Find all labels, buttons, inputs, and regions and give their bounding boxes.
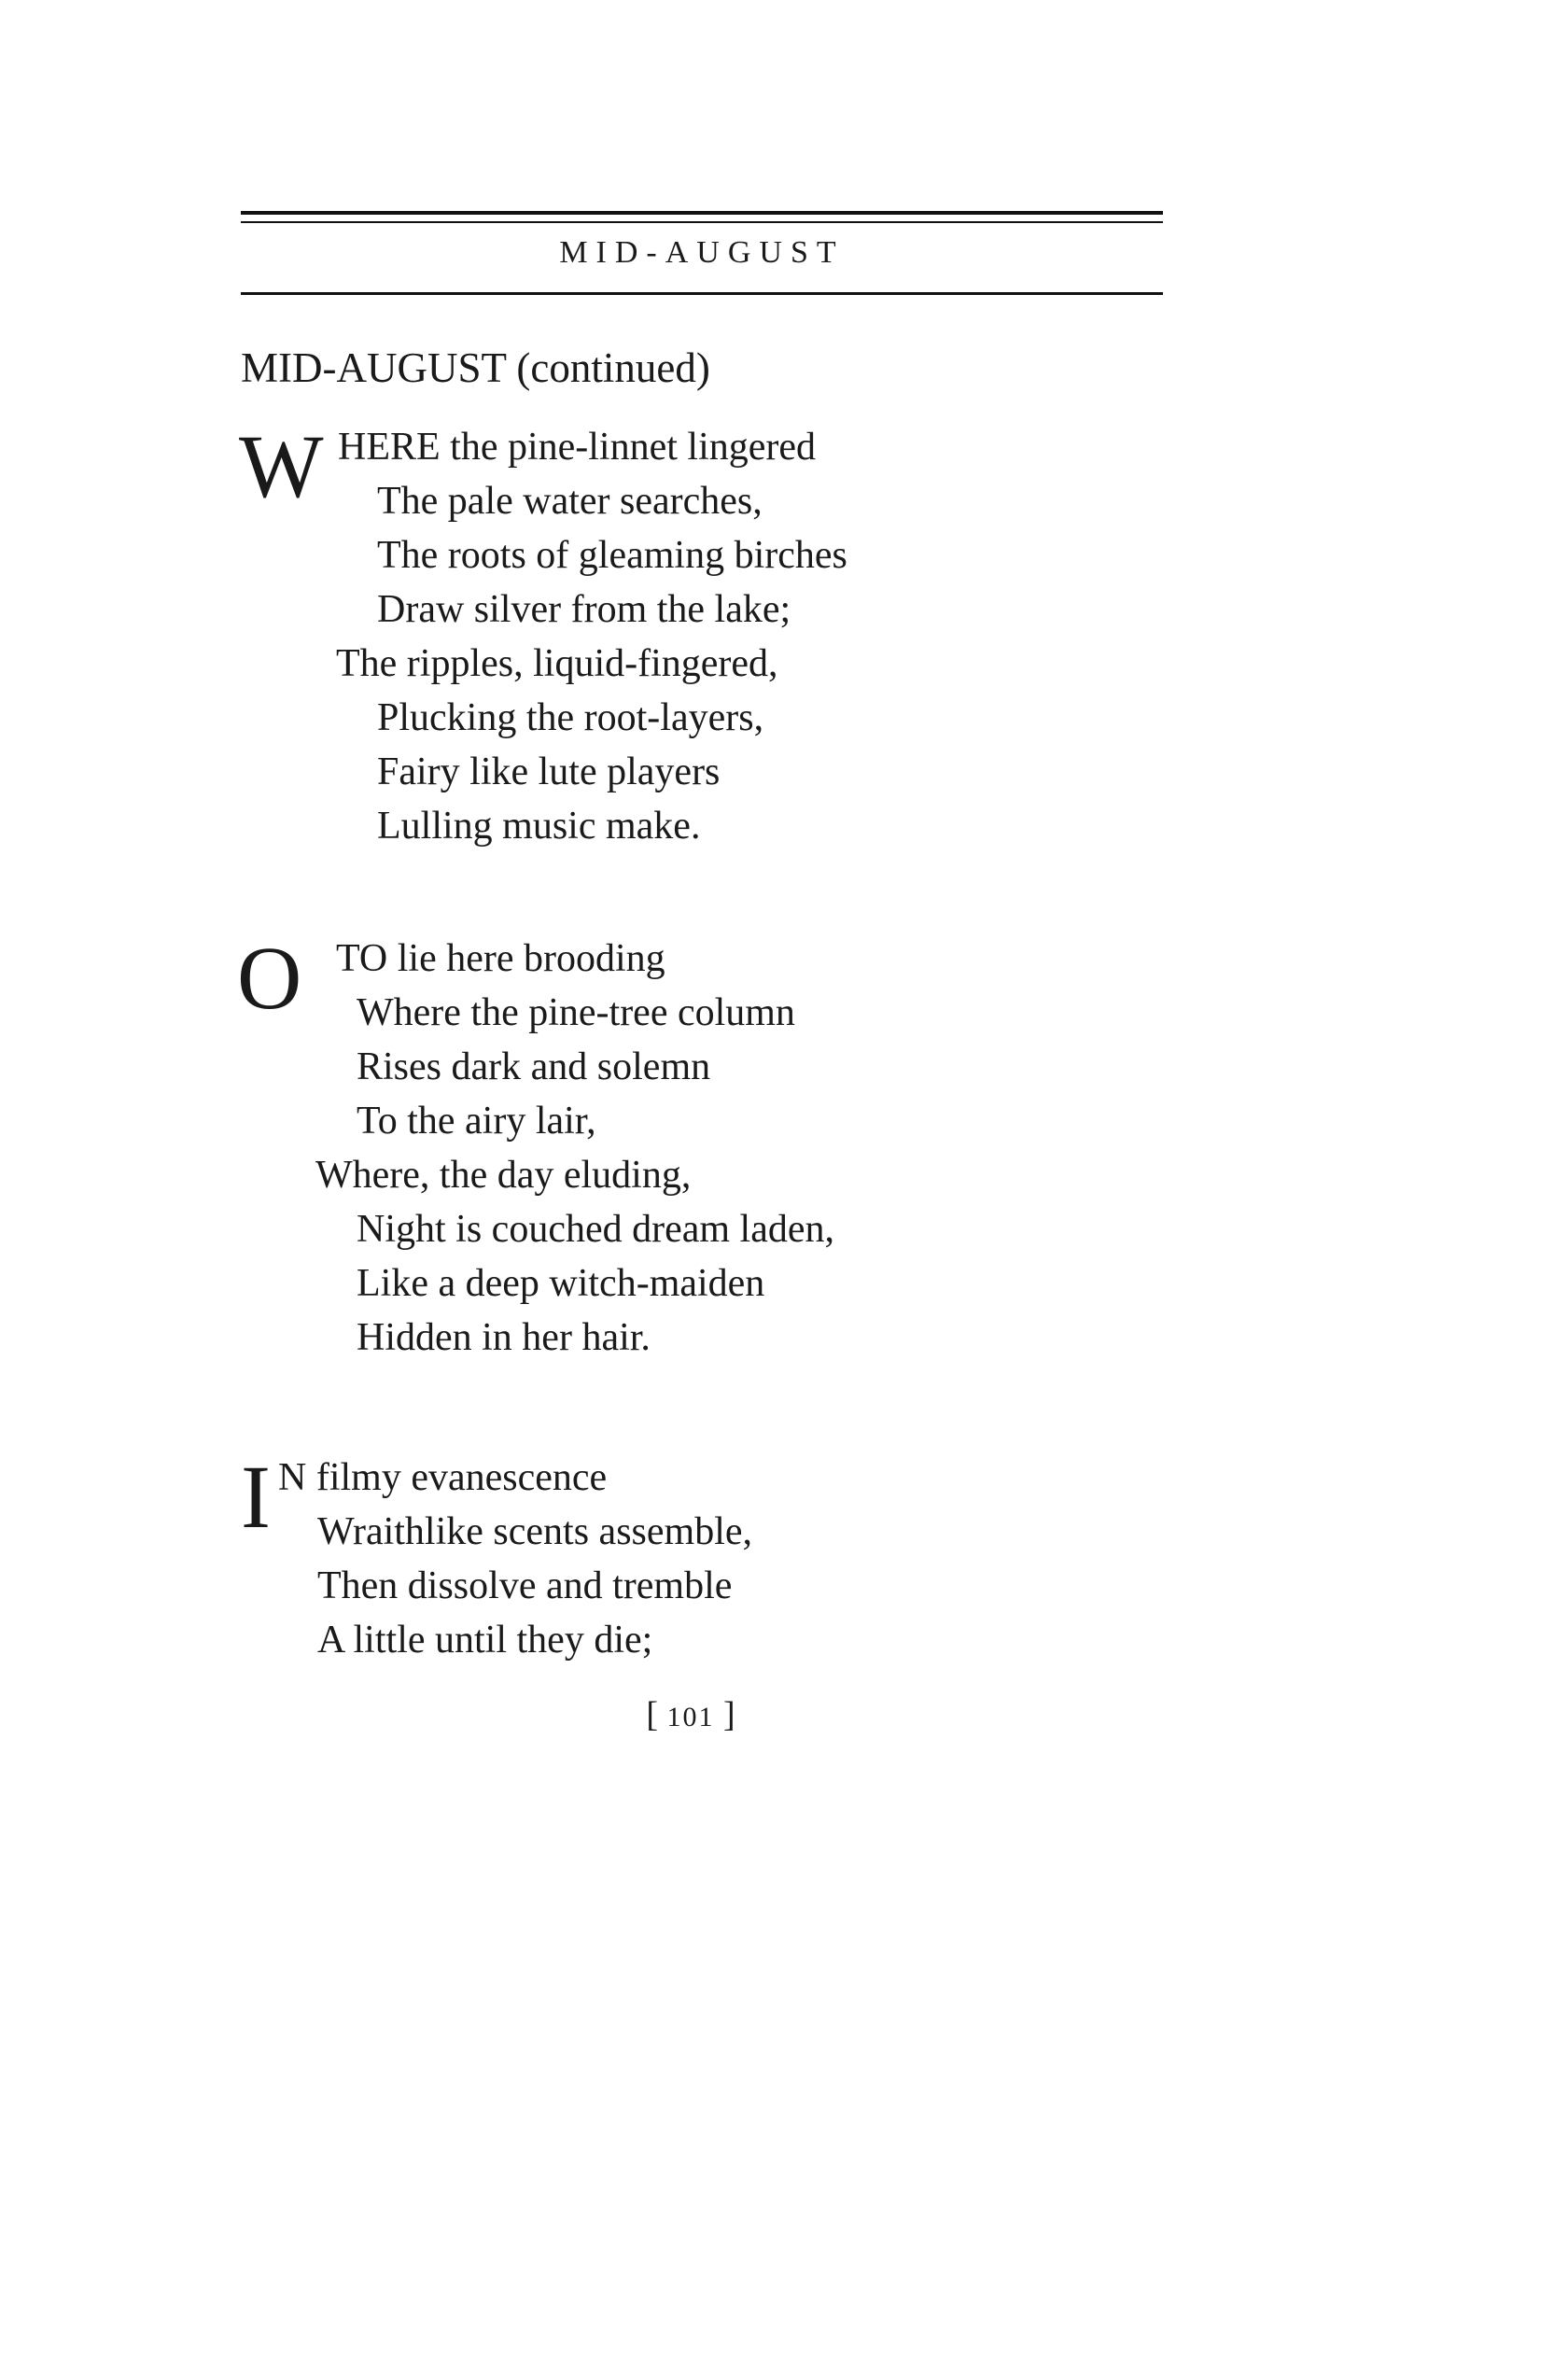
folio-number: 101: [666, 1702, 715, 1732]
drop-cap: I: [241, 1447, 271, 1547]
poem-line: The pale water searches,: [377, 480, 763, 523]
drop-cap: O: [237, 928, 302, 1028]
section-title: MID-AUGUST (continued): [241, 344, 710, 391]
poem-line: Fairy like lute players: [377, 750, 721, 793]
drop-cap: W: [239, 416, 324, 516]
poem-line: Where the pine-tree column: [357, 991, 795, 1034]
folio-bracket-close: ]: [723, 1695, 735, 1734]
folio-bracket-open: [: [646, 1695, 658, 1734]
poem-line: Hidden in her hair.: [357, 1316, 651, 1359]
poem-line: The roots of gleaming birches: [377, 534, 847, 577]
poem-line: Wraithlike scents assemble,: [317, 1510, 752, 1553]
poem-line: Like a deep witch-maiden: [357, 1262, 765, 1305]
poem-line: N filmy evanescence: [278, 1456, 608, 1499]
poem-line: A little until they die;: [317, 1619, 653, 1662]
poem-line: Rises dark and solemn: [357, 1045, 711, 1088]
running-head: MID-AUGUST: [559, 235, 845, 270]
page-number: [635, 1694, 747, 1735]
poem-line: Draw silver from the lake;: [377, 588, 791, 631]
poem-line: The ripples, liquid-fingered,: [336, 642, 778, 685]
poem-line: Where, the day eluding,: [315, 1154, 692, 1197]
poem-line: TO lie here brooding: [336, 937, 665, 980]
poem-line: HERE the pine-linnet lingered: [338, 426, 817, 469]
poem-line: Lulling music make.: [377, 805, 701, 848]
poem-line: Then dissolve and tremble: [317, 1564, 733, 1607]
poem-line: Plucking the root-layers,: [377, 696, 764, 739]
header-rule-thick: [241, 211, 1163, 215]
header-rule-bottom: [241, 292, 1163, 295]
poem-line: Night is couched dream laden,: [357, 1208, 834, 1251]
header-rule-thin: [241, 221, 1163, 223]
poem-line: To the airy lair,: [357, 1100, 596, 1143]
